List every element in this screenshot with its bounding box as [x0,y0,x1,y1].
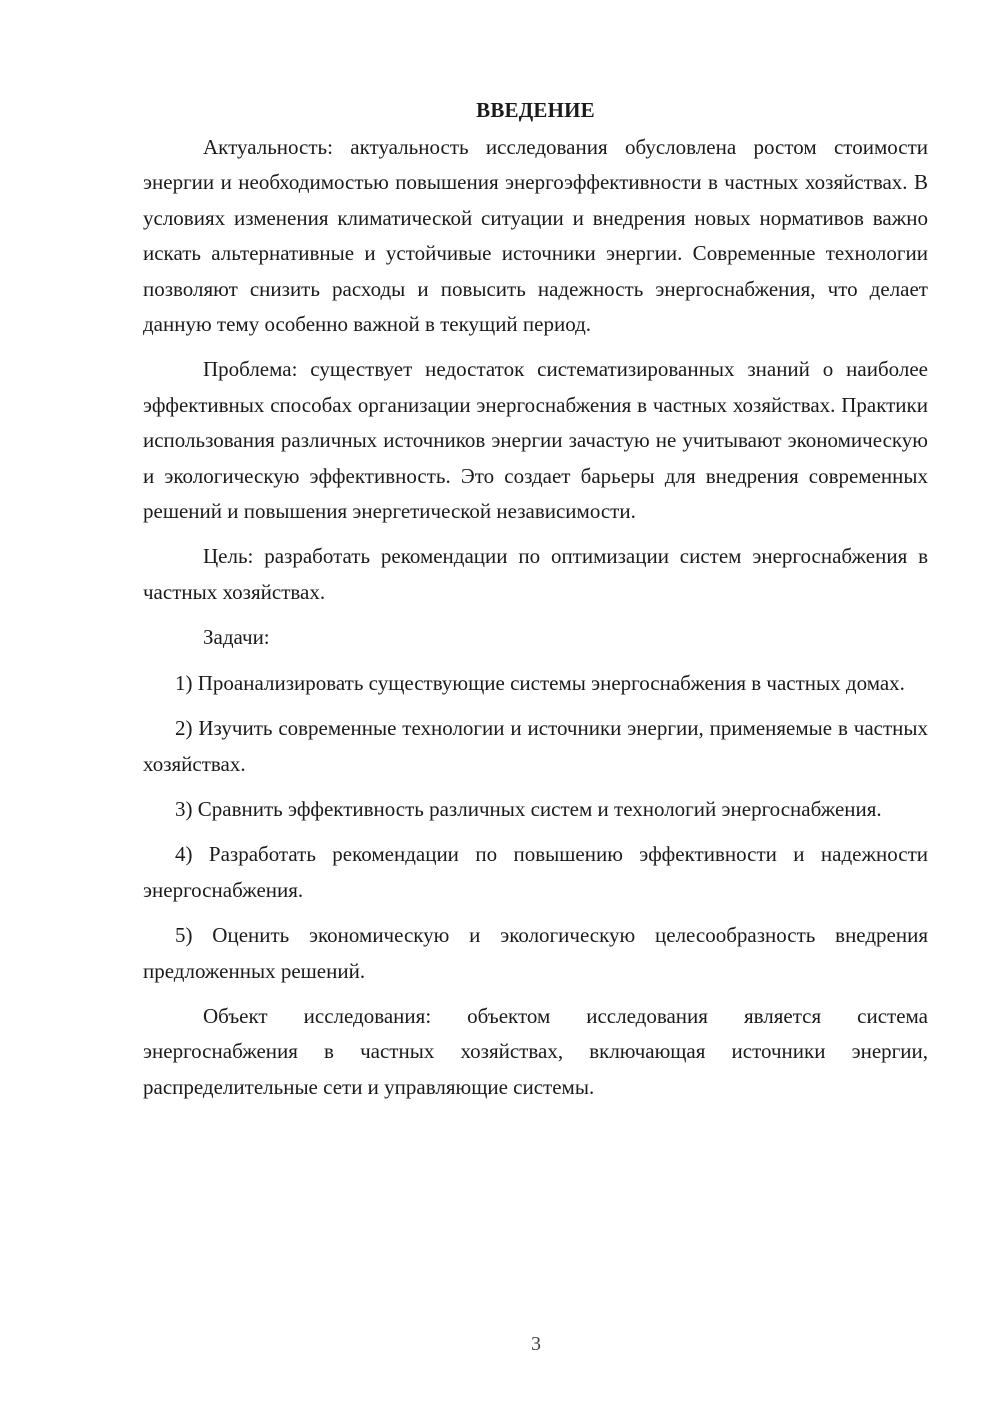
task-item-4: 4) Разработать рекомендации по повышению эффективности и надежности энергоснабжения. [143,842,928,902]
paragraph-goal: Цель: разработать рекомендации по оптимизации систем энергоснабжения в частных хозяйствах. [143,544,928,604]
task-item-2: 2) Изучить современные технологии и источники энергии, применяемые в частных хозяйствах. [143,716,928,776]
task-item-1: 1) Проанализировать существующие системы энергоснабжения в частных домах. [175,670,905,695]
paragraph-relevance: Актуальность: актуальность исследования обусловлена ростом стоимости энергии и необходимостью повышения энергоэффективности в частных хозяйствах. В условиях изменения климатической ситуации и внедрения новых нормативов важно искать альтернативные и устойчивые источники энергии. Современные технологии позволяют снизить расходы и повысить надежность энергоснабжения, что делает данную тему особенно важной в текущий период. [143,135,928,337]
page-title: ВВЕДЕНИЕ [476,98,595,122]
paragraph-problem: Проблема: существует недостаток систематизированных знаний о наиболее эффективных способах организации энергоснабжения в частных хозяйствах. Практики использования различных источников энергии зачастую не учитывают экономическую и экологическую эффективность. Это создает барьеры для внедрения современных решений и повышения энергетической независимости. [143,357,928,524]
task-item-5: 5) Оценить экономическую и экологическую целесообразность внедрения предложенных решений. [143,923,928,983]
task-item-3: 3) Сравнить эффективность различных систем и технологий энергоснабжения. [175,796,882,821]
page-number: 3 [531,1333,541,1355]
tasks-label: Задачи: [203,625,270,650]
document-page [143,92,928,1115]
paragraph-object: Объект исследования: объектом исследования является система энергоснабжения в частных хозяйствах, включающая источники энергии, распределительные сети и управляющие системы. [143,1003,928,1099]
